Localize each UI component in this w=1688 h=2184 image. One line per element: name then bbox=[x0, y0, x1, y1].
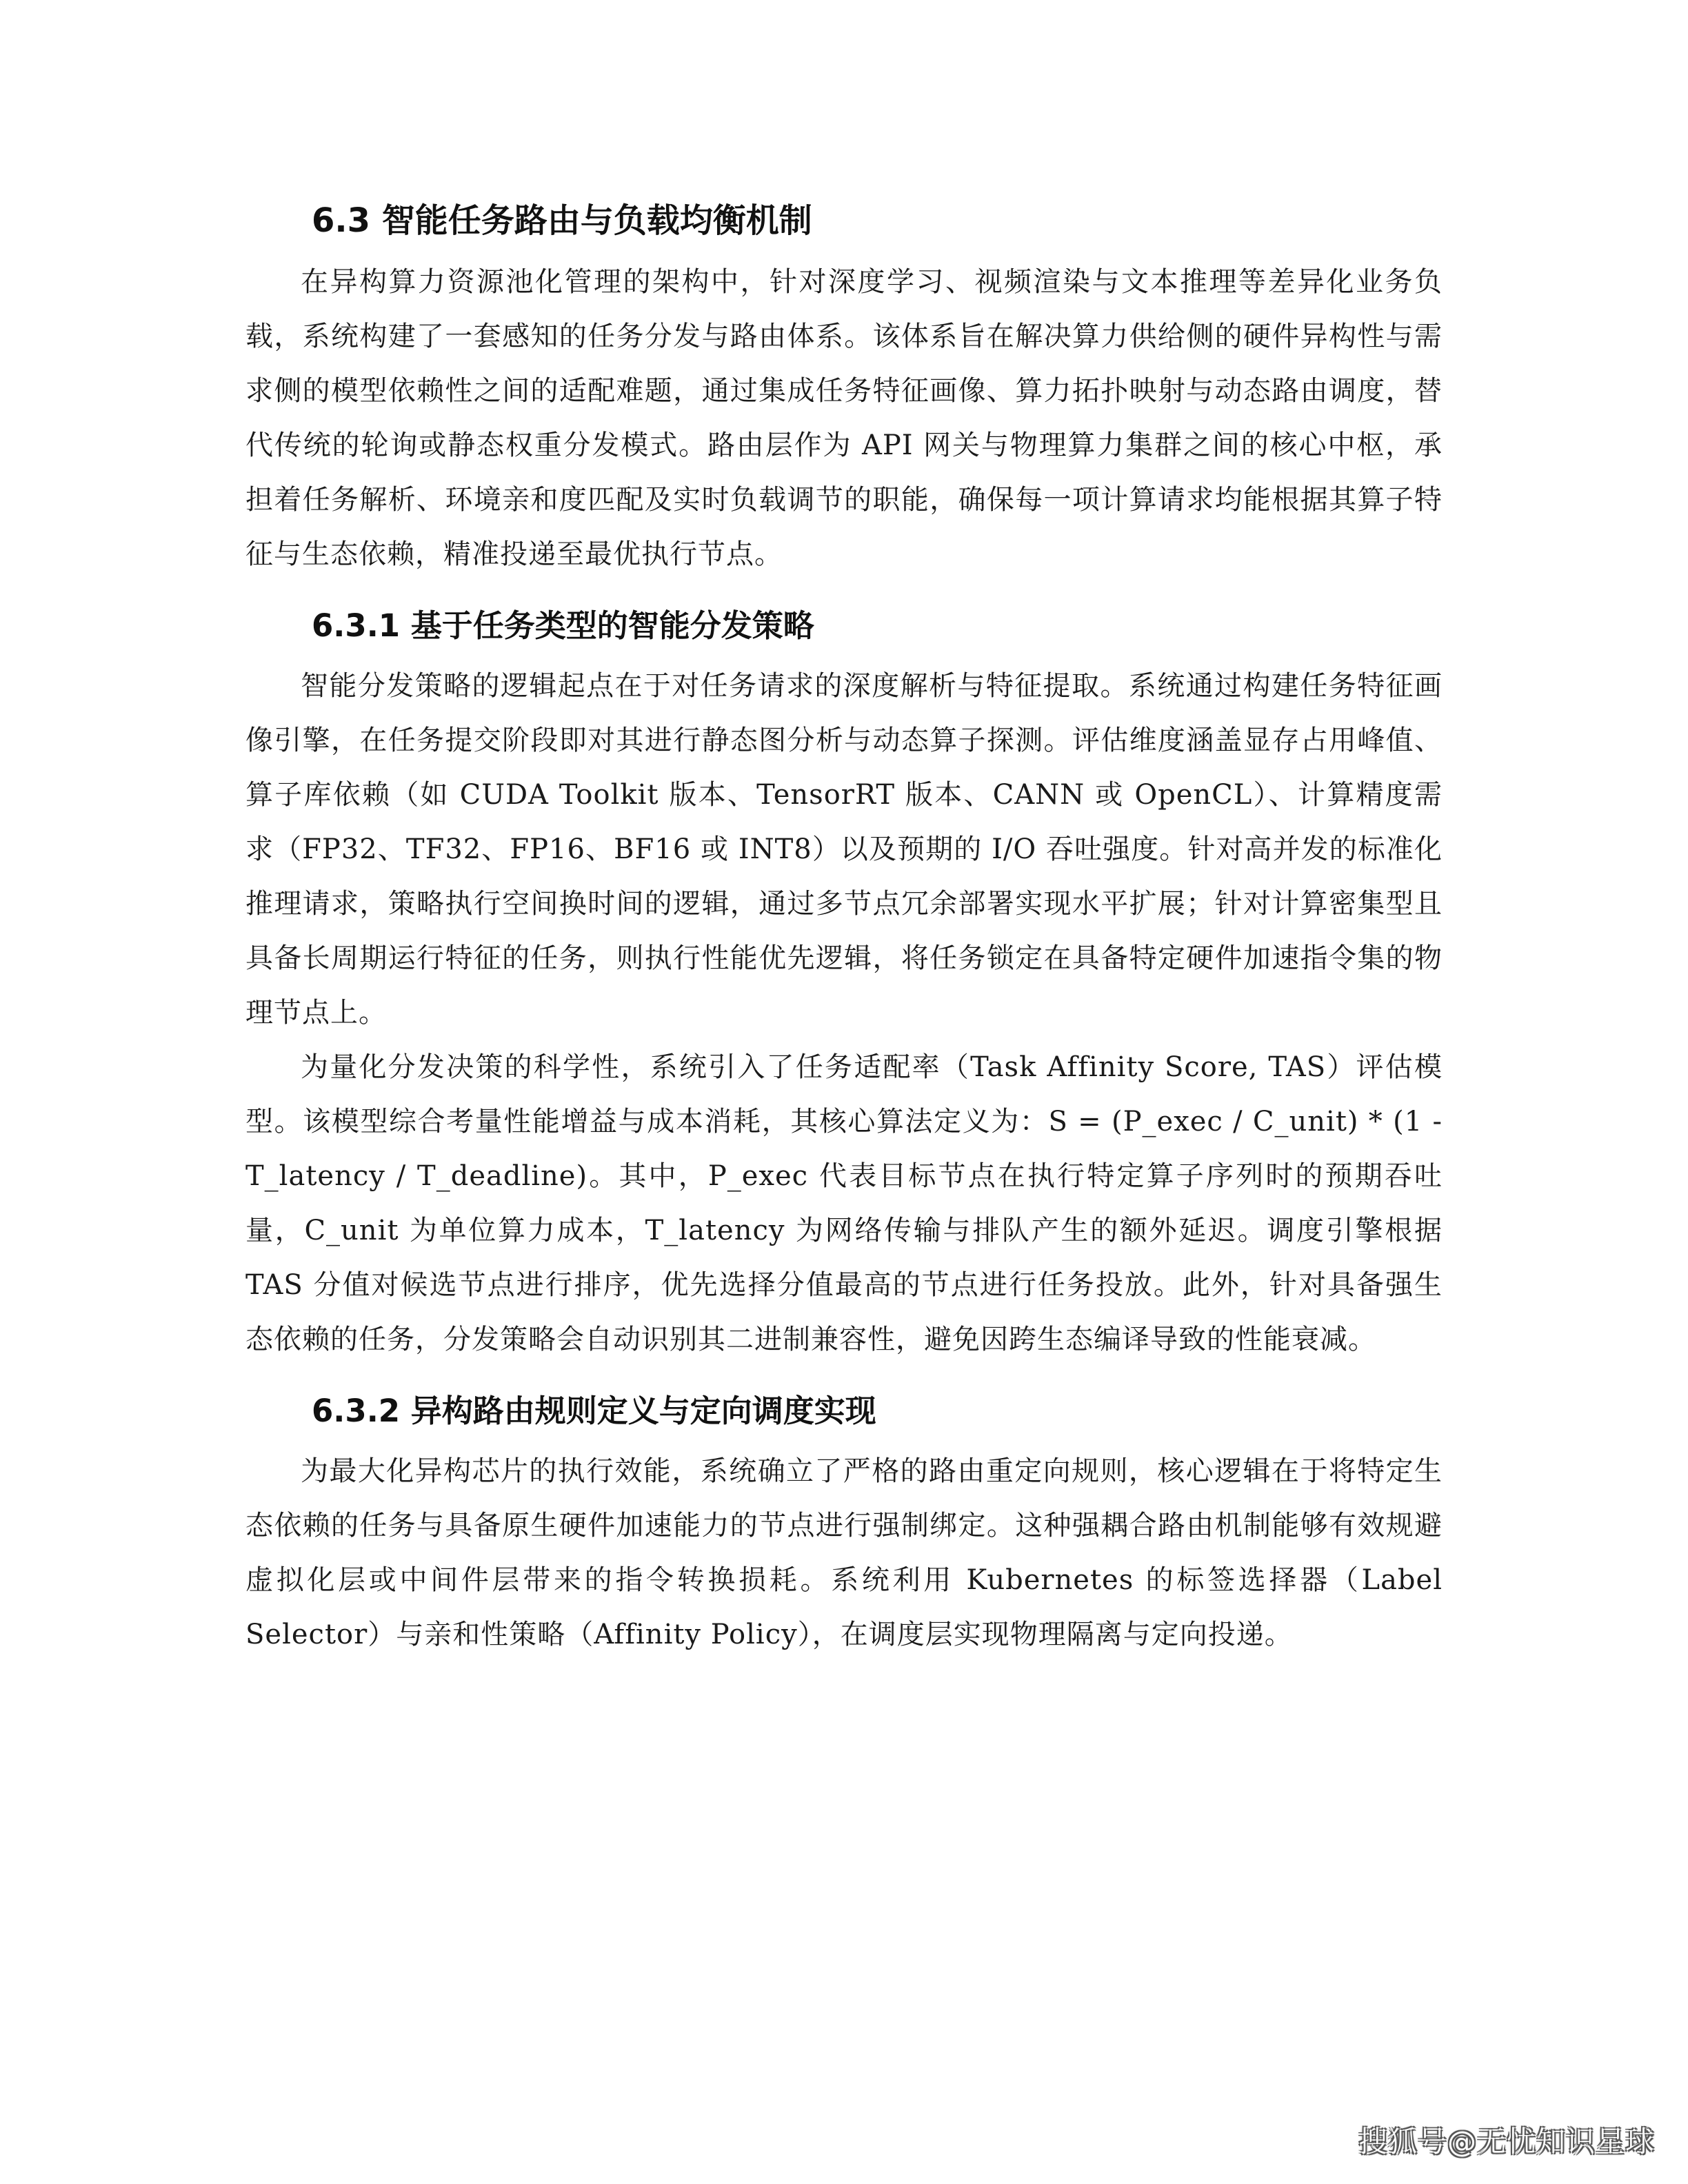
document-page bbox=[245, 186, 1443, 1662]
subsection-6-3-1-paragraph-2: 为量化分发决策的科学性，系统引入了任务适配率（Task Affinity Score, TAS）评估模型。该模型综合考量性能增益与成本消耗，其核心算法定义为：S = (P_exec / C_unit) * (1 - T_latency / T_deadline)。其中，P_exec 代表目标节点在执行特定算子序列时的预期吞吐量，C_unit 为单位算力成本，T_latency 为网络传输与排队产生的额外延迟。调度引擎根据 TAS 分值对候选节点进行排序，优先选择分值最高的节点进行任务投放。此外，针对具备强生态依赖的任务，分发策略会自动识别其二进制兼容性，避免因跨生态编译导致的性能衰减。 bbox=[245, 1051, 1443, 1355]
section-heading: 6.3 智能任务路由与负载均衡机制 bbox=[312, 201, 812, 240]
subsection-6-3-2-paragraph-1: 为最大化异构芯片的执行效能，系统确立了严格的路由重定向规则，核心逻辑在于将特定生态依赖的任务与具备原生硬件加速能力的节点进行强制绑定。这种强耦合路由机制能够有效规避虚拟化层或中间件层带来的指令转换损耗。系统利用 Kubernetes 的标签选择器（Label Selector）与亲和性策略（Affinity Policy），在调度层实现物理隔离与定向投递。 bbox=[245, 1455, 1443, 1650]
subsection-6-3-1-paragraph-1: 智能分发策略的逻辑起点在于对任务请求的深度解析与特征提取。系统通过构建任务特征画像引擎，在任务提交阶段即对其进行静态图分析与动态算子探测。评估维度涵盖显存占用峰值、算子库依赖（如 CUDA Toolkit 版本、TensorRT 版本、CANN 或 OpenCL）、计算精度需求（FP32、TF32、FP16、BF16 或 INT8）以及预期的 I/O 吞吐强度。针对高并发的标准化推理请求，策略执行空间换时间的逻辑，通过多节点冗余部署实现水平扩展；针对计算密集型且具备长周期运行特征的任务，则执行性能优先逻辑，将任务锁定在具备特定硬件加速指令集的物理节点上。 bbox=[245, 670, 1443, 1029]
section-intro-paragraph: 在异构算力资源池化管理的架构中，针对深度学习、视频渲染与文本推理等差异化业务负载，系统构建了一套感知的任务分发与路由体系。该体系旨在解决算力供给侧的硬件异构性与需求侧的模型依赖性之间的适配难题，通过集成任务特征画像、算力拓扑映射与动态路由调度，替代传统的轮询或静态权重分发模式。路由层作为 API 网关与物理算力集群之间的核心中枢，承担着任务解析、环境亲和度匹配及实时负载调节的职能，确保每一项计算请求均能根据其算子特征与生态依赖，精准投递至最优执行节点。 bbox=[245, 266, 1443, 570]
subsection-heading-6-3-1: 6.3.1 基于任务类型的智能分发策略 bbox=[312, 607, 814, 644]
watermark: 搜狐号@无忧知识星球 bbox=[1358, 2125, 1655, 2158]
subsection-heading-6-3-2: 6.3.2 异构路由规则定义与定向调度实现 bbox=[312, 1393, 876, 1429]
